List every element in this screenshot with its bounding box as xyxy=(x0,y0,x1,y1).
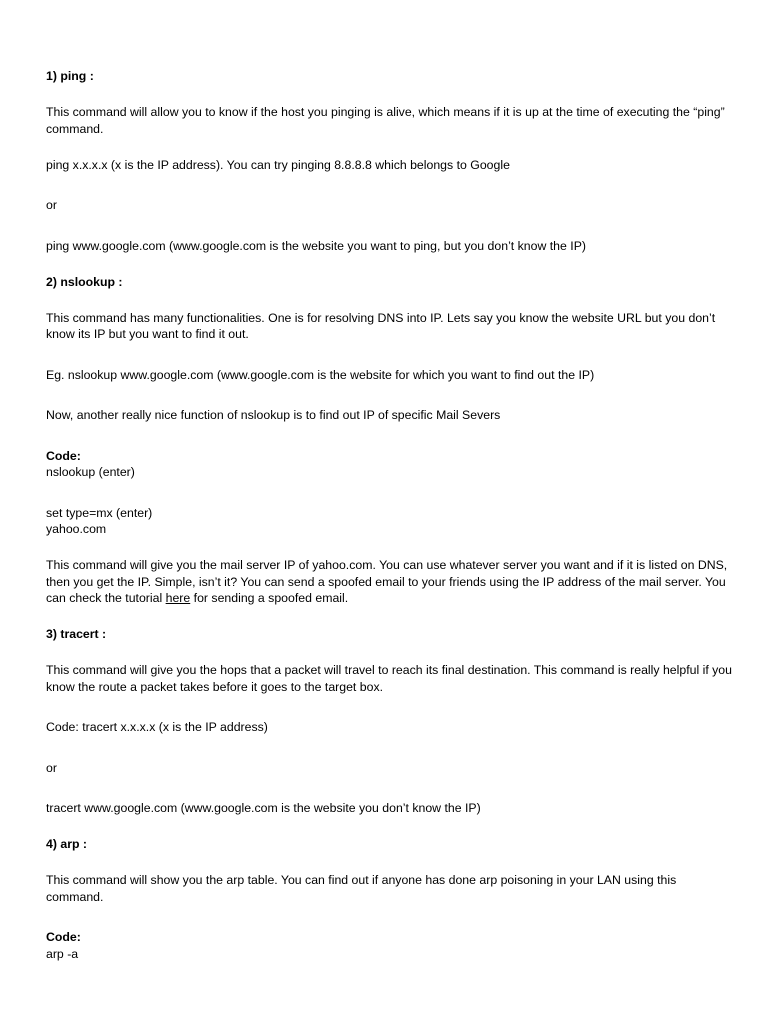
nslookup-result-tail: for sending a spoofed email. xyxy=(190,591,349,605)
ping-example-domain-block xyxy=(46,238,736,255)
ping-heading: 1) ping : xyxy=(46,69,94,83)
ping-description-block xyxy=(46,104,736,137)
tracert-code-block xyxy=(46,719,736,736)
nslookup-example: Eg. nslookup www.google.com (www.google.com is the website for which you want to find out the IP) xyxy=(46,367,595,382)
arp-code-label: Code: xyxy=(46,930,81,944)
nslookup-heading-block xyxy=(46,274,736,291)
arp-description: This command will show you the arp table. You can find out if anyone has done arp poisoning in your LAN using this command. xyxy=(46,873,677,904)
ping-or-block xyxy=(46,197,736,214)
nslookup-code-label: Code: xyxy=(46,448,81,463)
nslookup-heading: 2) nslookup : xyxy=(46,274,123,289)
tracert-or: or xyxy=(46,760,57,775)
nslookup-result-block xyxy=(46,557,736,607)
arp-heading: 4) arp : xyxy=(46,837,87,851)
nslookup-code-block-2 xyxy=(46,505,736,538)
tracert-example-domain: tracert www.google.com (www.google.com is the website you don’t know the IP) xyxy=(46,801,481,815)
nslookup-mail-intro-block xyxy=(46,407,736,424)
tracert-code: Code: tracert x.x.x.x (x is the IP address) xyxy=(46,720,268,734)
tracert-description: This command will give you the hops that a packet will travel to reach its final destination. This command is really helpful if you know the route a packet takes before it goes to the target box. xyxy=(46,663,732,694)
ping-example-ip: ping x.x.x.x (x is the IP address). You can try pinging 8.8.8.8 which belongs to Google xyxy=(46,157,510,172)
tutorial-link[interactable]: here xyxy=(165,591,191,605)
arp-description-block xyxy=(46,872,736,905)
nslookup-description: This command has many functionalities. One is for resolving DNS into IP. Lets say you know the website URL but you don’t know its IP but you want to find it out. xyxy=(46,310,716,341)
ping-description: This command will allow you to know if the host you pinging is alive, which means if it is up at the time of executing the “ping” command. xyxy=(46,105,725,136)
tracert-heading: 3) tracert : xyxy=(46,627,107,641)
arp-heading-block xyxy=(46,836,736,853)
document-page xyxy=(46,68,736,982)
ping-heading-block xyxy=(46,68,736,85)
tracert-heading-block xyxy=(46,626,736,643)
nslookup-description-block xyxy=(46,310,736,343)
nslookup-mail-intro: Now, another really nice function of nslookup is to find out IP of specific Mail Severs xyxy=(46,408,501,422)
ping-example-domain: ping www.google.com (www.google.com is the website you want to ping, but you don’t know the IP) xyxy=(46,238,586,253)
nslookup-result xyxy=(46,557,736,607)
tracert-description-block xyxy=(46,662,736,695)
tracert-or-block xyxy=(46,760,736,777)
arp-code-line: arp -a xyxy=(46,946,79,961)
nslookup-example-block xyxy=(46,367,736,384)
tracert-example-block xyxy=(46,800,736,817)
nslookup-code-line-2: set type=mx (enter) xyxy=(46,505,153,520)
ping-example-block xyxy=(46,157,736,174)
ping-or: or xyxy=(46,198,57,212)
nslookup-code-block xyxy=(46,448,736,481)
arp-code-block xyxy=(46,929,736,962)
nslookup-code-line-3: yahoo.com xyxy=(46,522,107,536)
nslookup-code-line-1: nslookup (enter) xyxy=(46,465,135,479)
nslookup-result-text: This command will give you the mail server IP of yahoo.com. You can use whatever server you want and if it is listed on DNS, then you get the IP. Simple, isn’t it? You can send a spoofed email to your friends using the IP address of the mail server. You can check the tutorial xyxy=(46,558,728,605)
